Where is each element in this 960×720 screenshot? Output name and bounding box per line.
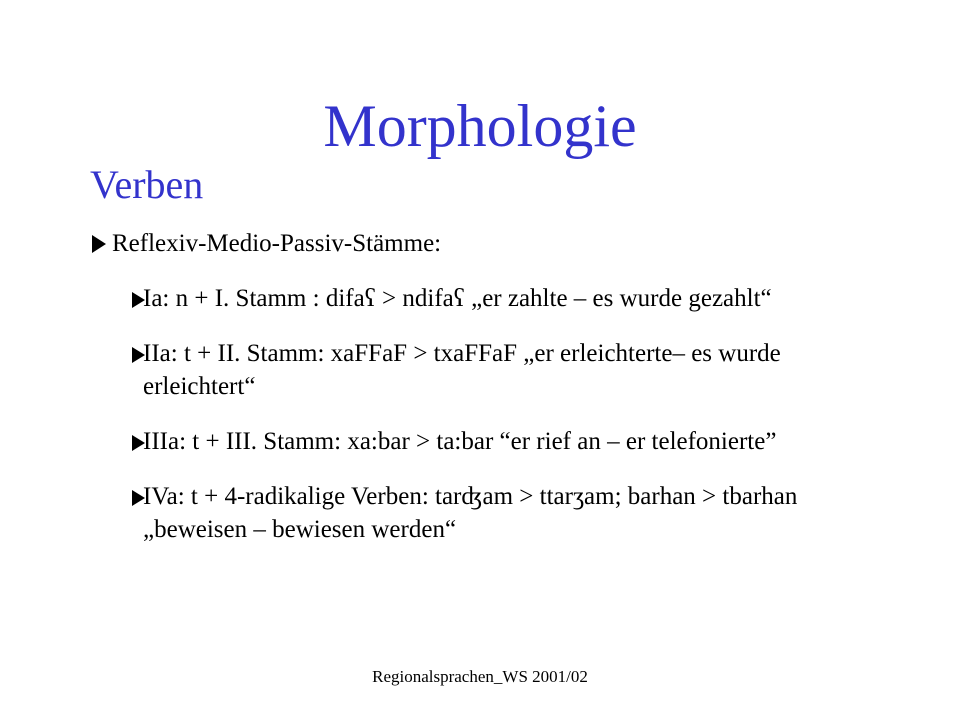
arrow-bullet-icon bbox=[92, 235, 106, 253]
arrow-bullet-icon bbox=[132, 292, 145, 308]
arrow-bullet-icon bbox=[132, 347, 145, 363]
stem-list bbox=[132, 282, 852, 568]
bullet-text: Reflexiv-Medio-Passiv-Stämme: bbox=[112, 230, 442, 257]
slide-subtitle: Verben bbox=[90, 162, 204, 207]
list-item-text: IIIa: t + III. Stamm: xa:bar > ta:bar “er rief an – er telefonierte” bbox=[143, 428, 777, 455]
list-item-text: Ia: n + I. Stamm : difaʕ > ndifaʕ „er zahlte – es wurde gezahlt“ bbox=[143, 285, 772, 312]
arrow-bullet-icon bbox=[132, 490, 145, 506]
arrow-bullet-icon bbox=[132, 435, 145, 451]
slide-title: Morphologie bbox=[323, 93, 637, 159]
list-item-ia bbox=[132, 282, 852, 315]
list-item-text: IIa: t + II. Stamm: xaFFaF > txaFFaF „er erleichterte– es wurde erleichtert“ bbox=[143, 340, 781, 400]
list-item-text: IVa: t + 4-radikalige Verben: tarʤam > ttarʒam; barhan > tbarhan „beweisen – bewiesen werden“ bbox=[143, 483, 798, 543]
list-item-iia bbox=[132, 337, 852, 403]
list-item-iva bbox=[132, 480, 852, 546]
slide-footer: Regionalsprachen_WS 2001/02 bbox=[372, 667, 588, 686]
list-item-iiia bbox=[132, 425, 852, 458]
bullet-reflexiv bbox=[92, 228, 441, 260]
